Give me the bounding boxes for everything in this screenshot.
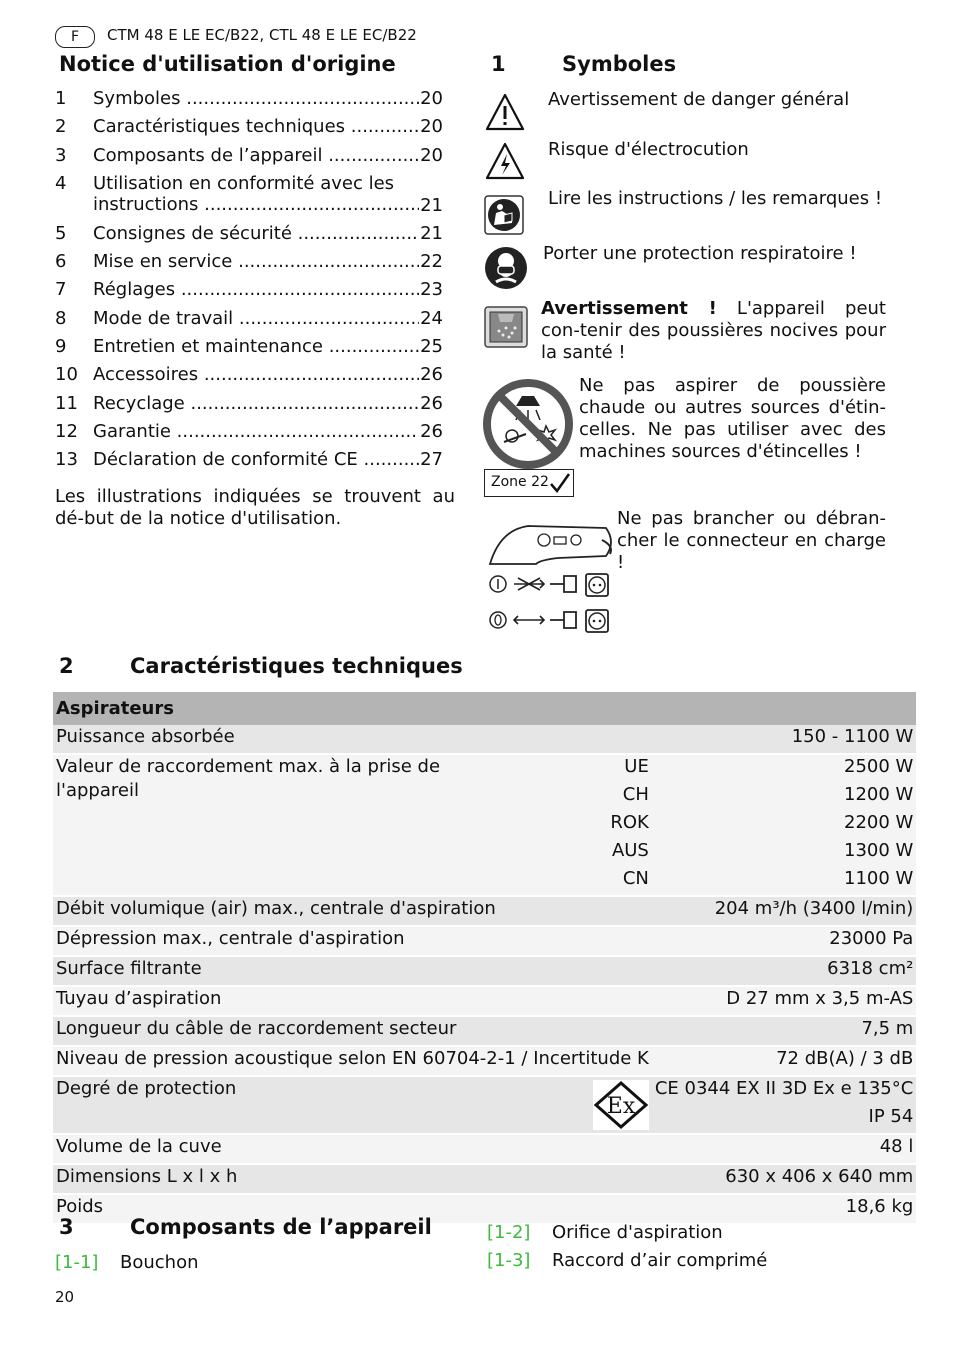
table-row: Valeur de raccordement max. à la prise de l'appareil UE 2500 W	[53, 754, 916, 783]
dust-hazard-icon	[484, 306, 528, 348]
table-row: AUS 1300 W	[53, 839, 916, 867]
toc-item[interactable]: 8 Mode de travail ..... 24	[55, 308, 443, 336]
table-row: Débit volumique (air) max., centrale d'aspiration 204 m³/h (3400 l/min)	[53, 896, 916, 926]
toc-item[interactable]: 6 Mise en service ..... 22	[55, 251, 443, 279]
language-badge: F	[55, 26, 95, 48]
table-row: Degré de protection Ex CE 0344 EX II 3D Ex e 135°C	[53, 1076, 916, 1105]
dust-warning-text: Avertissement ! L'appareil peut con-tenir des poussières nocives pour la santé !	[541, 298, 886, 363]
table-row: Longueur du câble de raccordement secteur 7,5 m	[53, 1016, 916, 1046]
list-item	[487, 1250, 530, 1271]
page-number: 20	[55, 1288, 75, 1306]
electric-shock-icon	[484, 141, 526, 181]
illustrations-note: Les illustrations indiquées se trouvent au dé-but de la notice d'utilisation.	[55, 486, 455, 529]
zone-22-badge: Zone 22	[484, 469, 574, 497]
toc-title: Notice d'utilisation d'origine	[59, 52, 396, 76]
toc-item[interactable]: 3 Composants de l’appareil ..... 20	[55, 145, 443, 173]
table-row: Poids 18,6 kg	[53, 1194, 916, 1223]
section-3-title: Composants de l’appareil	[130, 1215, 432, 1239]
toc-item[interactable]: 1 Symboles ..... 20	[55, 88, 443, 116]
toc-item[interactable]: 7 Réglages ..... 23	[55, 279, 443, 307]
toc-item[interactable]: 5 Consignes de sécurité ..... 21	[55, 223, 443, 251]
atex-ex-icon	[593, 1080, 649, 1130]
table-row: Puissance absorbée 150 - 1100 W	[53, 725, 916, 754]
component-label: Orifice d'aspiration	[552, 1222, 723, 1243]
table-row: Surface filtrante 6318 cm²	[53, 956, 916, 986]
respirator-text: Porter une protection respiratoire !	[543, 243, 857, 264]
component-ref: [1-1]	[55, 1252, 99, 1273]
table-row: CN 1100 W	[53, 867, 916, 896]
table-row: Dimensions L x l x h 630 x 406 x 640 mm	[53, 1164, 916, 1194]
toc-item[interactable]: 10 Accessoires ..... 26	[55, 364, 443, 392]
toc-item[interactable]: 12 Garantie ..... 26	[55, 421, 443, 449]
section-2-title: Caractéristiques techniques	[130, 654, 463, 678]
danger-text: Avertissement de danger général	[548, 89, 850, 110]
table-row: Niveau de pression acoustique selon EN 60704-2-1 / Incertitude K 72 dB(A) / 3 dB	[53, 1046, 916, 1076]
component-ref: [1-3]	[487, 1250, 531, 1271]
section-2-number: 2	[59, 654, 74, 678]
table-row: Dépression max., centrale d'aspiration 23000 Pa	[53, 926, 916, 956]
svg-text:Ex: Ex	[606, 1094, 636, 1119]
plug-under-load-icon	[484, 512, 616, 642]
table-of-contents	[55, 88, 443, 478]
respirator-icon	[484, 246, 528, 290]
toc-item[interactable]: 13 Déclaration de conformité CE ..... 27	[55, 449, 443, 477]
section-1-title: Symboles	[562, 52, 677, 76]
toc-item[interactable]: 11 Recyclage ..... 26	[55, 393, 443, 421]
toc-item[interactable]: 9 Entretien et maintenance ..... 25	[55, 336, 443, 364]
no-sparks-icon	[482, 378, 574, 470]
component-label: Raccord d’air comprimé	[552, 1250, 768, 1271]
spec-table-header: Aspirateurs	[53, 692, 916, 725]
section-1-number: 1	[491, 52, 506, 76]
warning-triangle-icon	[484, 92, 526, 132]
component-ref: [1-2]	[487, 1222, 531, 1243]
plug-warning-text: Ne pas brancher ou débran-cher le connecteur en charge !	[617, 508, 886, 573]
toc-item[interactable]: 2 Caractéristiques techniques ..... 20	[55, 116, 443, 144]
electric-text: Risque d'électrocution	[548, 139, 749, 160]
model-header: CTM 48 E LE EC/B22, CTL 48 E LE EC/B22	[107, 26, 417, 44]
read-manual-icon	[484, 195, 524, 235]
read-text: Lire les instructions / les remarques !	[548, 188, 883, 209]
table-row: CH 1200 W	[53, 783, 916, 811]
component-label: Bouchon	[120, 1252, 199, 1273]
table-row: Tuyau d’aspiration D 27 mm x 3,5 m-AS	[53, 986, 916, 1016]
table-row: ROK 2200 W	[53, 811, 916, 839]
checkmark-icon	[549, 472, 571, 494]
spark-warning-text: Ne pas aspirer de poussière chaude ou autres sources d'étin-celles. Ne pas utiliser avec des machines sources d'étincelles !	[579, 375, 886, 462]
spec-table	[53, 692, 916, 1223]
list-item	[55, 1252, 98, 1273]
list-item	[487, 1222, 530, 1243]
toc-item[interactable]: 4 Utilisation en conformité avec les instructions ..... 21	[55, 173, 443, 223]
table-row: IP 54	[53, 1105, 916, 1134]
section-3-number: 3	[59, 1215, 74, 1239]
table-row: Volume de la cuve 48 l	[53, 1134, 916, 1164]
